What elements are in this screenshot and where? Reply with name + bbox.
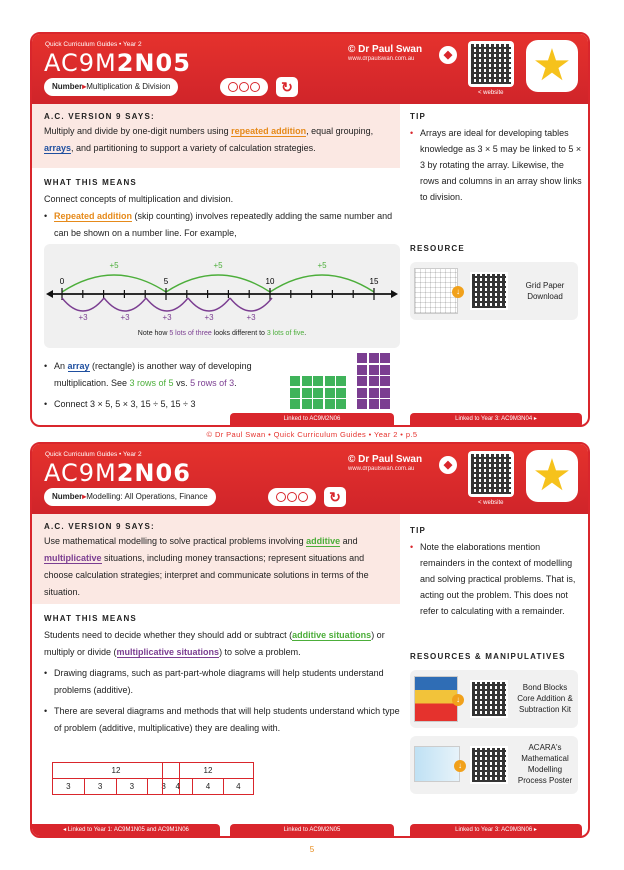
resource-label: Grid Paper Download xyxy=(525,281,565,301)
bar-part: 3 xyxy=(53,779,85,795)
highlight: arrays xyxy=(44,143,72,153)
curriculum-card-2n06 xyxy=(30,442,590,838)
text: Students need to decide whether they should add or subtract ( xyxy=(44,630,293,640)
qr-code[interactable] xyxy=(470,746,508,784)
array-square xyxy=(325,399,335,409)
clock-icon xyxy=(239,82,249,92)
refresh-icon[interactable]: ↻ xyxy=(324,487,346,507)
code-suffix: 2N06 xyxy=(116,459,191,487)
array-square xyxy=(357,399,367,409)
tick-label: 0 xyxy=(59,277,65,286)
array-square xyxy=(313,388,323,398)
ac-section xyxy=(32,104,400,168)
text: (rectangle) is another way of developing multiplication. See xyxy=(54,361,252,388)
array-square xyxy=(380,399,390,409)
resource-label: Bond Blocks Core Addition & Subtraction Kit xyxy=(517,683,573,714)
text: situations, including money transactions; represent situations and choose calculation strategies; interpret and communicate solutions in terms of the situation. xyxy=(44,553,369,597)
logo-icon: ◆ xyxy=(439,46,457,64)
link-year1[interactable]: ◂ Linked to Year 1: AC9M1N05 and AC9M1N06 xyxy=(32,824,220,836)
clock-icon xyxy=(228,82,238,92)
text: , and partitioning to support a variety of calculation strategies. xyxy=(71,143,316,153)
array-square xyxy=(325,376,335,386)
star-icon: ★ xyxy=(532,41,572,90)
code-prefix: AC9M xyxy=(44,49,117,77)
star-badge xyxy=(526,40,578,92)
bullet-diagrams: • Drawing diagrams, such as part-part-whole diagrams will help students understand problems (additive). xyxy=(44,665,400,699)
qr-code[interactable] xyxy=(470,272,508,310)
text: , equal grouping, xyxy=(306,126,374,136)
section-heading: WHAT THIS MEANS xyxy=(44,178,137,187)
number-line-note xyxy=(44,330,400,337)
array-square xyxy=(357,353,367,363)
curriculum-card-2n05 xyxy=(30,32,590,427)
array-square xyxy=(290,376,300,386)
array-square xyxy=(336,399,346,409)
tick-label: 15 xyxy=(369,277,379,286)
array-square xyxy=(313,399,323,409)
jump-label: +3 xyxy=(162,313,172,322)
bar-part: 4 xyxy=(223,779,253,795)
array-bullets xyxy=(44,358,284,413)
wtm-intro: Connect concepts of multiplication and division. xyxy=(44,194,234,204)
section-heading: A.C. VERSION 9 SAYS: xyxy=(44,522,155,531)
section-heading: RESOURCE xyxy=(410,244,465,253)
text: An xyxy=(54,361,68,371)
strand-pill xyxy=(44,78,178,96)
guide-label: Quick Curriculum Guides • Year 2 xyxy=(45,41,142,48)
text: Multiply and divide by one-digit numbers using xyxy=(44,126,232,136)
ac-section xyxy=(32,514,400,604)
time-icons xyxy=(268,488,316,506)
tip-section xyxy=(410,526,582,619)
highlight: additive xyxy=(306,536,341,546)
page-credit: © Dr Paul Swan • Quick Curriculum Guides • Year 2 • p.5 xyxy=(206,430,418,439)
tick-label: 5 xyxy=(163,277,169,286)
array-5x3 xyxy=(357,353,390,409)
clock-icon xyxy=(276,492,286,502)
array-square xyxy=(369,388,379,398)
highlight: Repeated addition xyxy=(54,211,133,221)
text: . xyxy=(234,378,237,388)
text: and xyxy=(340,536,358,546)
array-square xyxy=(357,388,367,398)
array-square xyxy=(369,399,379,409)
strand-label: Number xyxy=(52,82,83,91)
array-square xyxy=(290,399,300,409)
card-header xyxy=(32,34,588,104)
highlight: 3 lots of five xyxy=(266,330,305,337)
highlight: additive situations xyxy=(292,630,372,640)
website-label: website xyxy=(483,500,504,506)
website-link[interactable]: < website xyxy=(478,500,504,506)
highlight: 3 rows of 5 xyxy=(129,378,174,388)
text: vs. xyxy=(173,378,191,388)
download-icon[interactable]: ↓ xyxy=(454,760,466,772)
section-heading: TIP xyxy=(410,112,427,121)
bar-part: 4 xyxy=(163,779,193,795)
download-icon[interactable]: ↓ xyxy=(452,694,464,706)
clock-icon xyxy=(298,492,308,502)
array-square xyxy=(369,353,379,363)
array-square xyxy=(290,388,300,398)
array-square xyxy=(302,399,312,409)
jump-label: +5 xyxy=(317,261,327,270)
strand-label: Number xyxy=(52,492,83,501)
code-prefix: AC9M xyxy=(44,459,117,487)
bar-part: 3 xyxy=(148,779,180,795)
jump-label: +3 xyxy=(120,313,130,322)
highlight: repeated addition xyxy=(231,126,307,136)
array-square xyxy=(380,388,390,398)
text: ) to solve a problem. xyxy=(219,647,301,657)
resources-section xyxy=(410,652,582,661)
array-square xyxy=(336,376,346,386)
bar-part: 3 xyxy=(116,779,148,795)
tip-text: • Arrays are ideal for developing tables knowledge as 3 × 5 may be linked to 5 × 3 by rotating the array. Likewise, the rows and columns in an array show links to division. xyxy=(410,125,582,205)
highlight: array xyxy=(67,361,90,371)
section-heading: A.C. VERSION 9 SAYS: xyxy=(44,112,155,121)
jump-label: +3 xyxy=(78,313,88,322)
triangle-icon: ▸ xyxy=(82,82,87,91)
ac-text xyxy=(44,533,388,601)
jump-label: +3 xyxy=(204,313,214,322)
section-heading: WHAT THIS MEANS xyxy=(44,614,137,623)
text: Note how xyxy=(137,330,170,337)
resource-grid-paper[interactable] xyxy=(410,262,578,320)
section-heading: TIP xyxy=(410,526,427,535)
array-square xyxy=(369,365,379,375)
resource-label: ACARA's Mathematical Modelling Process Poster xyxy=(517,743,573,785)
tick-label: 10 xyxy=(265,277,275,286)
triangle-icon: ▸ xyxy=(82,492,87,501)
site-label: www.drpaulswan.com.au xyxy=(348,56,415,62)
bullet-repeated-addition xyxy=(44,208,400,242)
array-square xyxy=(357,376,367,386)
curriculum-code xyxy=(44,49,191,77)
jump-label: +3 xyxy=(246,313,256,322)
page-number: 5 xyxy=(309,845,315,854)
website-link[interactable]: < website xyxy=(478,90,504,96)
jump-label: +5 xyxy=(109,261,119,270)
clock-icon xyxy=(287,492,297,502)
star-badge xyxy=(526,450,578,502)
site-label: www.drpaulswan.com.au xyxy=(348,466,415,472)
link-year3[interactable]: Linked to Year 3: AC9M3N06 ▸ xyxy=(410,824,582,836)
author-label: © Dr Paul Swan xyxy=(348,44,423,55)
what-this-means xyxy=(44,614,400,737)
bar-part: 4 xyxy=(193,779,223,795)
highlight: multiplicative situations xyxy=(116,647,220,657)
bullet-connect: • Connect 3 × 5, 5 × 3, 15 ÷ 5, 15 ÷ 3 xyxy=(44,396,284,413)
text: looks different to xyxy=(211,330,267,337)
section-heading: RESOURCES & MANIPULATIVES xyxy=(410,652,566,661)
refresh-icon[interactable]: ↻ xyxy=(276,77,298,97)
array-square xyxy=(369,376,379,386)
time-icons xyxy=(220,78,268,96)
code-suffix: 2N05 xyxy=(116,49,191,77)
array-square xyxy=(313,376,323,386)
bar-total: 12 xyxy=(163,763,254,779)
resource-bond-blocks[interactable] xyxy=(410,670,578,728)
ac-text xyxy=(44,123,388,157)
download-icon[interactable]: ↓ xyxy=(452,286,464,298)
resource-section xyxy=(410,244,582,253)
link-year3[interactable]: Linked to Year 3: AC9M3N04 ▸ xyxy=(410,413,582,425)
bar-total: 12 xyxy=(53,763,180,779)
array-square xyxy=(336,388,346,398)
strand-pill xyxy=(44,488,216,506)
author-label: © Dr Paul Swan xyxy=(348,454,423,465)
star-icon: ★ xyxy=(532,451,572,500)
bar-model-four-parts xyxy=(52,762,180,795)
bar-model-three-parts xyxy=(162,762,254,795)
bullet-array xyxy=(44,358,284,392)
number-line-figure xyxy=(44,244,400,348)
card-header xyxy=(32,444,588,514)
highlight: 5 lots of three xyxy=(169,330,212,337)
guide-label: Quick Curriculum Guides • Year 2 xyxy=(45,451,142,458)
text: Use mathematical modelling to solve practical problems involving xyxy=(44,536,307,546)
array-square xyxy=(380,365,390,375)
highlight: multiplicative xyxy=(44,553,102,563)
resource-modelling-poster[interactable] xyxy=(410,736,578,794)
array-3x5 xyxy=(290,376,346,409)
text: (skip counting) involves repeatedly adding the same number and can be shown on a number line. For example, xyxy=(54,211,393,238)
logo-icon: ◆ xyxy=(439,456,457,474)
topic-label: Modelling: All Operations, Finance xyxy=(86,492,208,501)
qr-code[interactable] xyxy=(468,41,514,87)
jump-label: +5 xyxy=(213,261,223,270)
tip-text: • Note the elaborations mention remainders in the context of modelling and solving practical problems. That is, acting out the problem. This does not refer to calculating with a remainder. xyxy=(410,539,582,619)
curriculum-code xyxy=(44,459,191,487)
wtm-text xyxy=(44,627,400,661)
bullet-methods: • There are several diagrams and methods that will help students understand which type of problem (additive, multiplicative) they are dealing with. xyxy=(44,703,400,737)
website-label: website xyxy=(483,90,504,96)
topic-label: Multiplication & Division xyxy=(86,82,171,91)
array-square xyxy=(357,365,367,375)
array-square xyxy=(380,376,390,386)
link-current[interactable]: Linked to AC9M2N06 xyxy=(230,413,394,425)
clock-icon xyxy=(250,82,260,92)
text: ) or multiply or divide ( xyxy=(44,630,385,657)
tip-section xyxy=(410,112,582,205)
array-square xyxy=(380,353,390,363)
highlight: 5 rows of 3 xyxy=(190,378,235,388)
qr-code[interactable] xyxy=(468,451,514,497)
text: . xyxy=(304,330,307,337)
array-square xyxy=(302,376,312,386)
qr-code[interactable] xyxy=(470,680,508,718)
what-this-means xyxy=(44,178,400,242)
link-current[interactable]: Linked to AC9M2N05 xyxy=(230,824,394,836)
array-square xyxy=(302,388,312,398)
bar-part: 3 xyxy=(84,779,116,795)
array-square xyxy=(325,388,335,398)
